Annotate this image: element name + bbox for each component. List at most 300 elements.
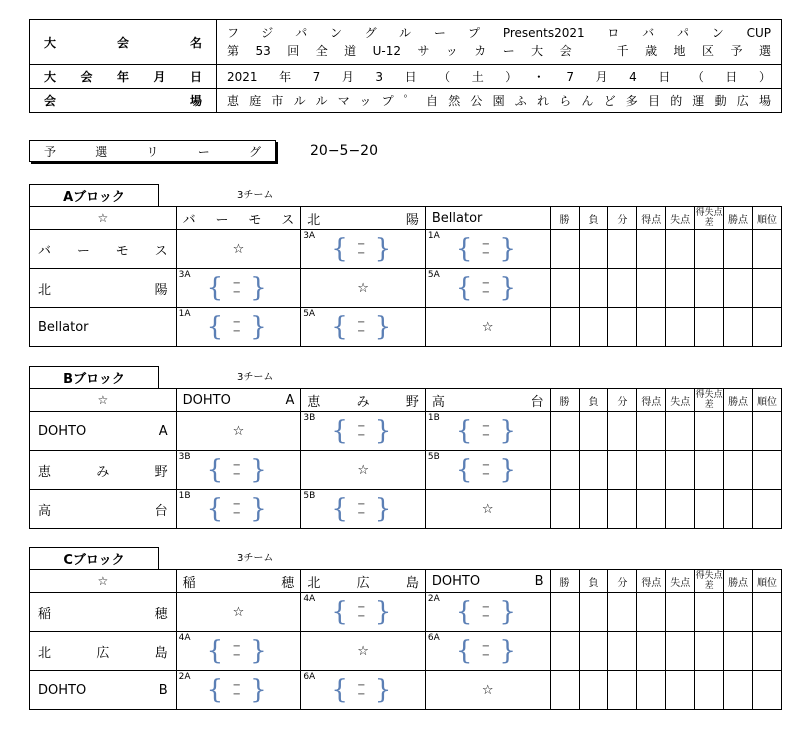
left-brace-icon: { [206, 494, 224, 524]
stat-header: 負 [579, 570, 608, 593]
score-dash: − [481, 641, 491, 652]
stat-header: 負 [579, 207, 608, 230]
stat-header: 分 [608, 207, 637, 230]
left-brace-icon: { [331, 597, 348, 627]
stat-cell [608, 412, 637, 451]
match-cell [301, 412, 426, 451]
score-dash: − [232, 326, 241, 337]
left-brace-icon: { [331, 494, 348, 524]
stat-cell [637, 593, 666, 632]
score-dash: − [357, 602, 366, 613]
score-dash: − [481, 287, 491, 298]
score-dash: − [481, 248, 491, 259]
score-placeholder [482, 422, 490, 440]
match-code: 5A [303, 309, 316, 319]
score-dash: − [232, 650, 241, 661]
stat-cell [753, 593, 782, 632]
match-code: 5A [427, 270, 440, 280]
stat-cell [753, 671, 782, 710]
match-score [177, 490, 301, 528]
score-bracket [207, 455, 267, 485]
stat-cell [695, 671, 724, 710]
column-team-name: 高 台 [425, 389, 550, 412]
score-dash: − [232, 469, 241, 480]
match-cell [301, 230, 426, 269]
stat-cell [608, 671, 637, 710]
stat-cell [666, 230, 695, 269]
score-dash: − [357, 239, 366, 250]
match-code: 3A [178, 270, 191, 280]
event-name-value [217, 20, 782, 65]
score-dash: − [357, 689, 366, 700]
match-code: 1B [178, 491, 191, 501]
stat-cell [695, 230, 724, 269]
match-score [426, 412, 550, 450]
score-bracket [207, 675, 267, 705]
match-score [177, 269, 301, 307]
stat-cell [579, 593, 608, 632]
stat-cell [608, 632, 637, 671]
stat-header: 分 [608, 389, 637, 412]
stat-header: 得失点差 [695, 208, 723, 228]
league-header-row [30, 570, 782, 593]
stat-cell [579, 269, 608, 308]
stat-header: 勝 [550, 570, 579, 593]
team-row [30, 412, 782, 451]
column-team-name: DOHTO B [425, 570, 550, 593]
score-dash: − [357, 317, 366, 328]
stat-cell [724, 230, 753, 269]
score-dash: − [481, 469, 491, 480]
score-placeholder [482, 240, 490, 258]
left-brace-icon: { [206, 455, 224, 485]
stat-cell [550, 593, 579, 632]
left-brace-icon: { [455, 597, 473, 627]
score-dash: − [481, 278, 491, 289]
score-dash: − [232, 278, 241, 289]
prelim-match-format: 20−5−20 [310, 143, 378, 159]
left-brace-icon: { [331, 312, 348, 342]
match-cell [425, 412, 550, 451]
match-cell [176, 308, 301, 347]
score-dash: − [481, 611, 491, 622]
stat-cell [753, 412, 782, 451]
team-row [30, 451, 782, 490]
right-brace-icon: } [374, 416, 392, 446]
match-cell [301, 490, 426, 529]
match-code: 3A [303, 231, 316, 241]
stat-cell [753, 632, 782, 671]
match-score [177, 671, 301, 709]
row-team-name: Bellator [30, 308, 177, 347]
match-score [301, 412, 425, 450]
match-code: 2A [178, 672, 191, 682]
score-bracket [331, 234, 391, 264]
self-match-cell [301, 451, 426, 490]
match-cell [425, 451, 550, 490]
score-dash: − [357, 680, 366, 691]
self-star-icon: ☆ [357, 280, 369, 296]
score-bracket [331, 312, 391, 342]
stat-cell [724, 308, 753, 347]
match-code: 1A [178, 309, 191, 319]
match-score [301, 308, 425, 346]
prelim-league-title-box [29, 140, 276, 162]
stat-header: 得点 [637, 389, 666, 412]
match-cell [301, 671, 426, 710]
self-star-icon: ☆ [232, 241, 245, 257]
right-brace-icon: } [374, 312, 392, 342]
score-dash: − [232, 508, 241, 519]
score-dash: − [357, 508, 366, 519]
stat-header: 勝点 [724, 207, 753, 230]
right-brace-icon: } [374, 597, 392, 627]
score-placeholder [232, 318, 240, 336]
score-placeholder [232, 681, 240, 699]
self-star-icon: ☆ [357, 462, 369, 478]
match-code: 5B [427, 452, 440, 462]
stat-cell [724, 451, 753, 490]
stat-header: 得失点差 [695, 390, 723, 410]
right-brace-icon: } [250, 312, 267, 342]
match-cell [176, 269, 301, 308]
team-row [30, 490, 782, 529]
league-header-row [30, 207, 782, 230]
column-team-name: 北 陽 [301, 207, 426, 230]
team-row [30, 269, 782, 308]
score-bracket [331, 597, 391, 627]
right-brace-icon: } [250, 455, 267, 485]
stat-header: 順位 [753, 570, 782, 593]
self-star-icon: ☆ [357, 643, 369, 659]
league-table [29, 206, 782, 347]
match-code: 2A [427, 594, 440, 604]
corner-star: ☆ [30, 389, 177, 412]
stat-cell [550, 490, 579, 529]
self-match-cell [176, 412, 301, 451]
stat-cell [550, 308, 579, 347]
stat-cell [550, 671, 579, 710]
event-name-line1: フジパングループPresents2021ロバパンCUP [227, 26, 771, 40]
stat-cell [637, 671, 666, 710]
stat-cell [695, 412, 724, 451]
score-bracket [456, 416, 516, 446]
stat-cell [724, 269, 753, 308]
stat-header: 負 [579, 389, 608, 412]
team-row [30, 230, 782, 269]
score-placeholder [357, 681, 365, 699]
score-dash: − [481, 650, 491, 661]
match-score [426, 632, 550, 670]
stat-cell [637, 412, 666, 451]
match-code: 4A [178, 633, 191, 643]
match-score [177, 308, 301, 346]
stat-cell [666, 412, 695, 451]
prelim-league-title: 予選リーグ [44, 144, 261, 159]
score-bracket [331, 675, 391, 705]
row-team-name: DOHTO B [30, 671, 177, 710]
stat-header: 得点 [637, 207, 666, 230]
stat-cell [608, 269, 637, 308]
stat-header: 得失点差 [695, 571, 723, 591]
score-placeholder [357, 422, 365, 440]
match-cell [176, 632, 301, 671]
stat-cell [753, 451, 782, 490]
score-dash: − [232, 680, 241, 691]
stat-cell [579, 451, 608, 490]
right-brace-icon: } [499, 416, 516, 446]
stat-header: 勝点 [724, 570, 753, 593]
self-match-cell [301, 632, 426, 671]
stat-cell [608, 230, 637, 269]
stat-cell [579, 490, 608, 529]
stat-header: 失点 [666, 207, 695, 230]
left-brace-icon: { [455, 416, 473, 446]
match-cell [176, 451, 301, 490]
corner-star: ☆ [30, 207, 177, 230]
stat-cell [608, 490, 637, 529]
right-brace-icon: } [374, 675, 392, 705]
score-placeholder [482, 603, 490, 621]
venue-label: 会 場 [30, 89, 217, 113]
stat-header: 順位 [752, 207, 781, 230]
right-brace-icon: } [374, 494, 392, 524]
score-placeholder [482, 279, 490, 297]
stat-cell [637, 451, 666, 490]
left-brace-icon: { [331, 234, 348, 264]
stat-cell [637, 632, 666, 671]
match-cell [425, 269, 550, 308]
event-info-table [29, 19, 782, 113]
stat-cell [550, 451, 579, 490]
score-bracket [456, 455, 516, 485]
team-row [30, 632, 782, 671]
row-team-name: 高 台 [30, 490, 177, 529]
stat-cell [666, 308, 695, 347]
score-dash: − [357, 499, 366, 510]
event-date-label: 大会年月日 [30, 65, 217, 89]
stat-cell [752, 269, 781, 308]
right-brace-icon: } [250, 494, 267, 524]
stat-cell [637, 490, 666, 529]
match-code: 6A [303, 672, 316, 682]
stat-cell [550, 230, 579, 269]
score-bracket [456, 636, 516, 666]
right-brace-icon: } [499, 234, 516, 264]
self-match-cell [425, 490, 550, 529]
left-brace-icon: { [455, 455, 473, 485]
score-placeholder [232, 642, 240, 660]
row-team-name: 北 陽 [30, 269, 177, 308]
left-brace-icon: { [455, 234, 473, 264]
stat-header: 勝点 [724, 389, 753, 412]
self-match-cell [425, 308, 550, 347]
stat-header: 勝 [550, 389, 579, 412]
stat-header: 得点 [637, 570, 666, 593]
stat-cell [666, 269, 695, 308]
score-bracket [207, 312, 267, 342]
score-dash: − [232, 499, 241, 510]
score-placeholder [357, 500, 365, 518]
score-dash: − [232, 689, 241, 700]
self-star-icon: ☆ [232, 423, 245, 439]
stat-cell [608, 593, 637, 632]
score-dash: − [232, 317, 241, 328]
match-code: 1B [427, 413, 440, 423]
match-score [301, 490, 425, 528]
score-dash: − [481, 421, 491, 432]
stat-cell [695, 490, 724, 529]
match-score [426, 593, 550, 631]
score-bracket [207, 494, 267, 524]
score-dash: − [481, 239, 491, 250]
score-placeholder [232, 461, 240, 479]
stat-header: 勝 [550, 207, 579, 230]
block-team-count: 3チーム [237, 190, 274, 201]
right-brace-icon: } [499, 597, 516, 627]
left-brace-icon: { [331, 675, 348, 705]
self-match-cell [301, 269, 426, 308]
score-bracket [331, 416, 391, 446]
score-dash: − [357, 421, 366, 432]
corner-star: ☆ [30, 570, 177, 593]
self-star-icon: ☆ [481, 319, 494, 335]
left-brace-icon: { [206, 273, 224, 303]
right-brace-icon: } [499, 636, 516, 666]
score-bracket [207, 273, 267, 303]
row-team-name: DOHTO A [30, 412, 177, 451]
stat-cell [550, 412, 579, 451]
self-star-icon: ☆ [232, 604, 245, 620]
stat-cell [666, 593, 695, 632]
score-dash: − [357, 611, 366, 622]
stat-header: 順位 [753, 389, 782, 412]
league-header-row [30, 389, 782, 412]
match-score [426, 269, 550, 307]
score-bracket [456, 597, 516, 627]
left-brace-icon: { [455, 273, 473, 303]
stat-cell [724, 671, 753, 710]
score-bracket [456, 273, 516, 303]
score-dash: − [481, 430, 491, 441]
league-table [29, 388, 782, 529]
score-bracket [207, 636, 267, 666]
stat-cell [550, 269, 579, 308]
stat-cell [695, 632, 724, 671]
stat-cell [695, 269, 724, 308]
stat-cell [695, 593, 724, 632]
right-brace-icon: } [250, 273, 267, 303]
stat-cell [695, 451, 724, 490]
self-match-cell [425, 671, 550, 710]
stat-cell [579, 308, 608, 347]
block-label: Bブロック [29, 366, 159, 388]
right-brace-icon: } [499, 273, 516, 303]
row-team-name: 稲 穂 [30, 593, 177, 632]
stat-cell [608, 451, 637, 490]
match-code: 6A [427, 633, 440, 643]
score-placeholder [357, 603, 365, 621]
stat-cell [753, 490, 782, 529]
stat-cell [637, 230, 666, 269]
column-team-name: 北広島 [301, 570, 426, 593]
self-match-cell [176, 593, 301, 632]
team-row [30, 671, 782, 710]
stat-cell [724, 593, 753, 632]
stat-cell [752, 308, 781, 347]
right-brace-icon: } [374, 234, 392, 264]
column-team-name: DOHTO A [176, 389, 301, 412]
score-placeholder [357, 318, 365, 336]
stat-cell [666, 632, 695, 671]
row-team-name: 北広島 [30, 632, 177, 671]
stat-header: 失点 [666, 570, 695, 593]
stat-cell [608, 308, 637, 347]
match-code: 5B [303, 491, 316, 501]
score-placeholder [482, 461, 490, 479]
stat-cell [579, 412, 608, 451]
stat-cell [666, 451, 695, 490]
block-label: Aブロック [29, 184, 159, 206]
score-dash: − [232, 287, 241, 298]
right-brace-icon: } [250, 675, 267, 705]
score-dash: − [232, 460, 241, 471]
score-placeholder [232, 279, 240, 297]
left-brace-icon: { [206, 675, 224, 705]
score-dash: − [481, 460, 491, 471]
stat-cell [550, 632, 579, 671]
match-score [301, 671, 425, 709]
stat-cell [724, 490, 753, 529]
column-team-name: 恵み野 [301, 389, 426, 412]
score-placeholder [357, 240, 365, 258]
event-name-label: 大 会 名 [30, 20, 217, 65]
score-bracket [331, 494, 391, 524]
stat-cell [637, 269, 666, 308]
match-cell [425, 593, 550, 632]
left-brace-icon: { [206, 312, 224, 342]
score-placeholder [482, 642, 490, 660]
left-brace-icon: { [206, 636, 224, 666]
block-label: Cブロック [29, 547, 159, 569]
stat-cell [579, 671, 608, 710]
event-name-line2: 第53回全道U-12サッカー大会 千歳地区予選 [227, 44, 771, 58]
score-dash: − [357, 430, 366, 441]
block-team-count: 3チーム [237, 372, 274, 383]
stat-cell [579, 632, 608, 671]
score-bracket [456, 234, 516, 264]
venue-value: 恵庭市ルルマップ゜自然公園ふれらんど多目的運動広場 [217, 89, 782, 113]
match-cell [425, 632, 550, 671]
team-row [30, 593, 782, 632]
left-brace-icon: { [331, 416, 348, 446]
stat-cell [579, 230, 608, 269]
league-table [29, 569, 782, 710]
match-code: 4A [303, 594, 316, 604]
stat-cell [724, 412, 753, 451]
row-team-name: バーモス [30, 230, 177, 269]
block-team-count: 3チーム [237, 553, 274, 564]
stat-cell [637, 308, 666, 347]
self-star-icon: ☆ [481, 501, 494, 517]
right-brace-icon: } [250, 636, 267, 666]
score-dash: − [357, 326, 366, 337]
stat-cell [666, 671, 695, 710]
match-score [426, 230, 550, 268]
self-star-icon: ☆ [481, 682, 494, 698]
right-brace-icon: } [499, 455, 516, 485]
match-code: 1A [427, 231, 440, 241]
